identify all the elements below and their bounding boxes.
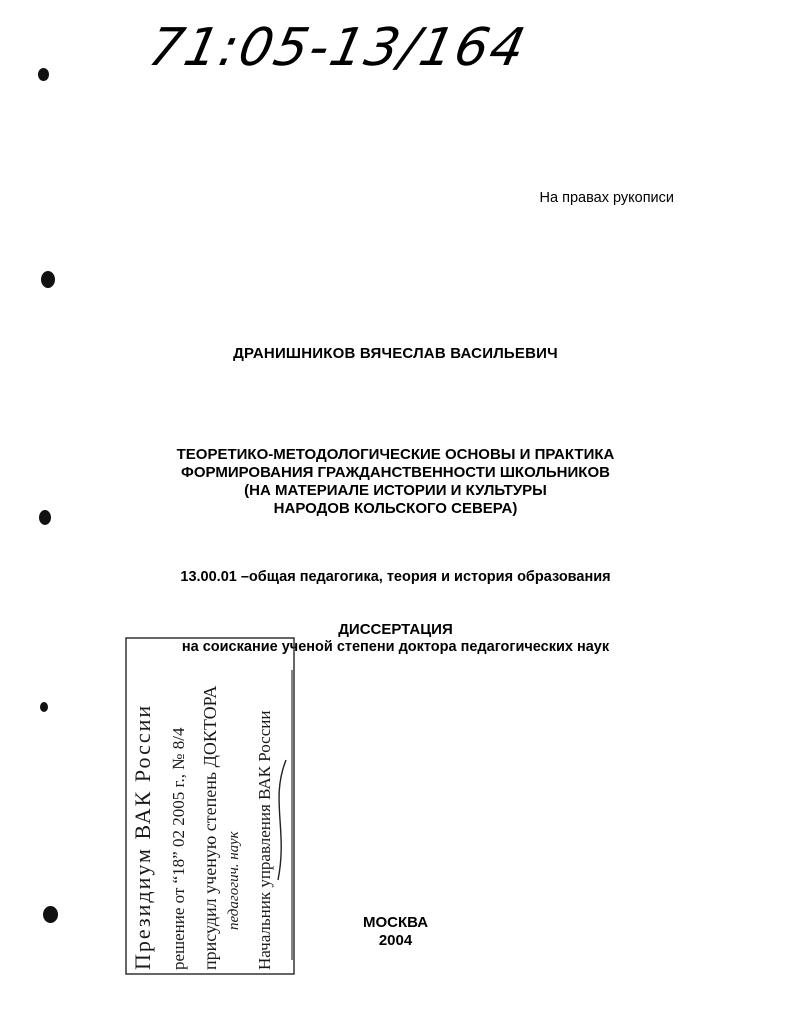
publication-place-year: [0, 914, 791, 950]
thesis-title-line: ТЕОРЕТИКО-МЕТОДОЛОГИЧЕСКИЕ ОСНОВЫ И ПРАКТИКА: [176, 446, 615, 463]
stamp-line-1: Президиум ВАК России: [130, 703, 155, 970]
stamp-line-3: присудил ученую степень ДОКТОРА: [200, 685, 220, 970]
binding-hole-2: [41, 271, 55, 288]
author-name: ДРАНИШНИКОВ ВЯЧЕСЛАВ ВАСИЛЬЕВИЧ: [233, 345, 558, 362]
publication-city: МОСКВА: [362, 914, 429, 931]
handwritten-archive-number: 71:05-13/164: [143, 18, 532, 78]
degree-sought: на соискание ученой степени доктора педагогических наук: [181, 639, 610, 655]
specialty-code: 13.00.01 –общая педагогика, теория и история образования: [180, 569, 611, 585]
stamp-signature: [278, 760, 286, 880]
thesis-title: [0, 446, 791, 518]
document-type: ДИССЕРТАЦИЯ: [338, 621, 453, 638]
thesis-title-line: (НА МАТЕРИАЛЕ ИСТОРИИ И КУЛЬТУРЫ: [244, 482, 547, 499]
binding-hole-1: [38, 68, 49, 81]
binding-hole-4: [40, 702, 48, 712]
rights-note: На правах рукописи: [539, 190, 674, 206]
thesis-title-line: ФОРМИРОВАНИЯ ГРАЖДАНСТВЕННОСТИ ШКОЛЬНИКОВ: [181, 464, 610, 481]
publication-year: 2004: [378, 932, 413, 949]
stamp-line-2: решение от “18” 02 2005 г., № 8/4: [169, 727, 188, 970]
thesis-title-line: НАРОДОВ КОЛЬСКОГО СЕВЕРА): [273, 500, 518, 517]
stamp-line-4: педагогич. наук: [226, 831, 242, 930]
stamp-line-5: Начальник управления ВАК России: [255, 710, 274, 970]
